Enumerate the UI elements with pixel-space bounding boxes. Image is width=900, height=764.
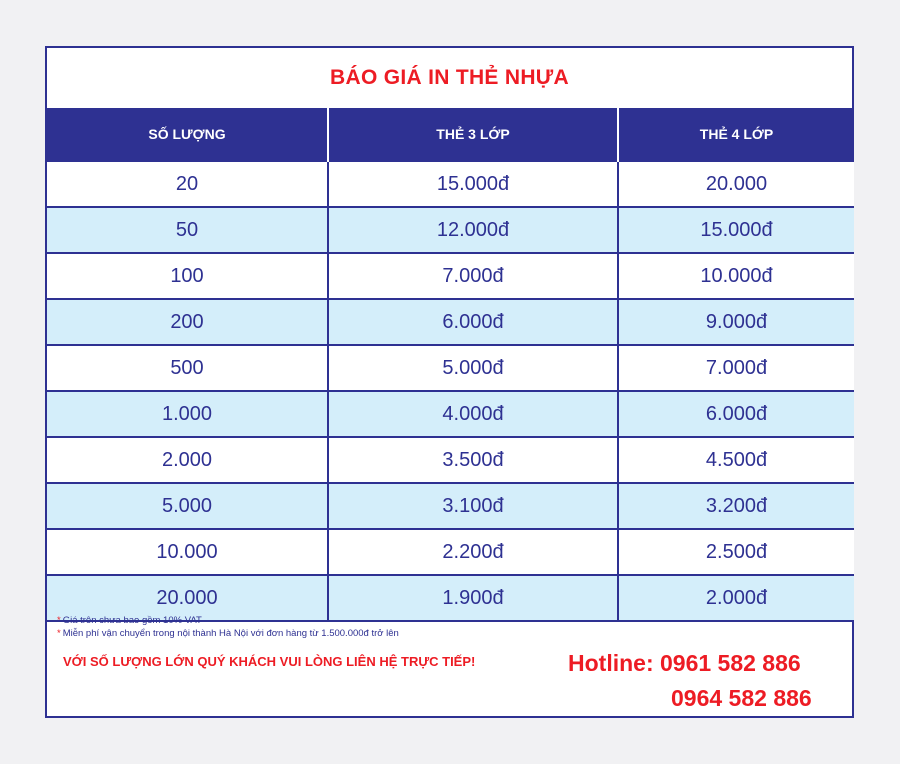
- column-header-quantity: SỐ LƯỢNG: [47, 108, 328, 161]
- hotline-label: Hotline: 0961 582 886: [568, 650, 801, 676]
- four-layer-price-cell: 9.000đ: [618, 299, 854, 345]
- three-layer-price-cell: 5.000đ: [328, 345, 618, 391]
- table-row: [47, 483, 854, 529]
- table-row: [47, 161, 854, 207]
- three-layer-price-cell: 7.000đ: [328, 253, 618, 299]
- four-layer-price-cell: 15.000đ: [618, 207, 854, 253]
- page-title: BÁO GIÁ IN THẺ NHỰA: [330, 66, 569, 89]
- quantity-cell: 1.000: [47, 391, 328, 437]
- price-card: [45, 46, 854, 718]
- table-row: [47, 529, 854, 575]
- four-layer-price-cell: 6.000đ: [618, 391, 854, 437]
- note-item: [57, 614, 399, 627]
- table-row: [47, 207, 854, 253]
- quantity-cell: 10.000: [47, 529, 328, 575]
- four-layer-price-cell: 3.200đ: [618, 483, 854, 529]
- quantity-cell: 20.000: [47, 575, 328, 621]
- four-layer-price-cell: 2.500đ: [618, 529, 854, 575]
- quantity-cell: 50: [47, 207, 328, 253]
- table-header-row: [47, 108, 854, 161]
- column-header-three-layer: THẺ 3 LỚP: [328, 108, 618, 161]
- column-header-four-layer: THẺ 4 LỚP: [618, 108, 854, 161]
- table-row: [47, 299, 854, 345]
- table-row: [47, 391, 854, 437]
- three-layer-price-cell: 6.000đ: [328, 299, 618, 345]
- quantity-cell: 20: [47, 161, 328, 207]
- quantity-cell: 100: [47, 253, 328, 299]
- table-row: [47, 253, 854, 299]
- three-layer-price-cell: 4.000đ: [328, 391, 618, 437]
- table-row: [47, 345, 854, 391]
- price-table: [47, 108, 854, 622]
- quantity-cell: 5.000: [47, 483, 328, 529]
- four-layer-price-cell: 7.000đ: [618, 345, 854, 391]
- four-layer-price-cell: 20.000: [618, 161, 854, 207]
- note-marker: *: [57, 615, 61, 626]
- three-layer-price-cell: 3.100đ: [328, 483, 618, 529]
- four-layer-price-cell: 10.000đ: [618, 253, 854, 299]
- table-row: [47, 437, 854, 483]
- note-text: Miễn phí vận chuyển trong nội thành Hà Nội với đơn hàng từ 1.500.000đ trở lên: [62, 628, 399, 639]
- three-layer-price-cell: 1.900đ: [328, 575, 618, 621]
- three-layer-price-cell: 2.200đ: [328, 529, 618, 575]
- contact-note: VỚI SỐ LƯỢNG LỚN QUÝ KHÁCH VUI LÒNG LIÊN HỆ TRỰC TIẾP!: [63, 654, 476, 669]
- four-layer-price-cell: 4.500đ: [618, 437, 854, 483]
- notes: [57, 614, 399, 640]
- three-layer-price-cell: 12.000đ: [328, 207, 618, 253]
- three-layer-price-cell: 3.500đ: [328, 437, 618, 483]
- hotline-second-number: 0964 582 886: [671, 685, 812, 711]
- quantity-cell: 200: [47, 299, 328, 345]
- note-item: [57, 627, 399, 640]
- three-layer-price-cell: 15.000đ: [328, 161, 618, 207]
- four-layer-price-cell: 2.000đ: [618, 575, 854, 621]
- quantity-cell: 2.000: [47, 437, 328, 483]
- hotline: [568, 646, 812, 716]
- note-marker: *: [57, 628, 61, 639]
- quantity-cell: 500: [47, 345, 328, 391]
- note-text: Giá trên chưa bao gồm 10% VAT: [62, 615, 202, 626]
